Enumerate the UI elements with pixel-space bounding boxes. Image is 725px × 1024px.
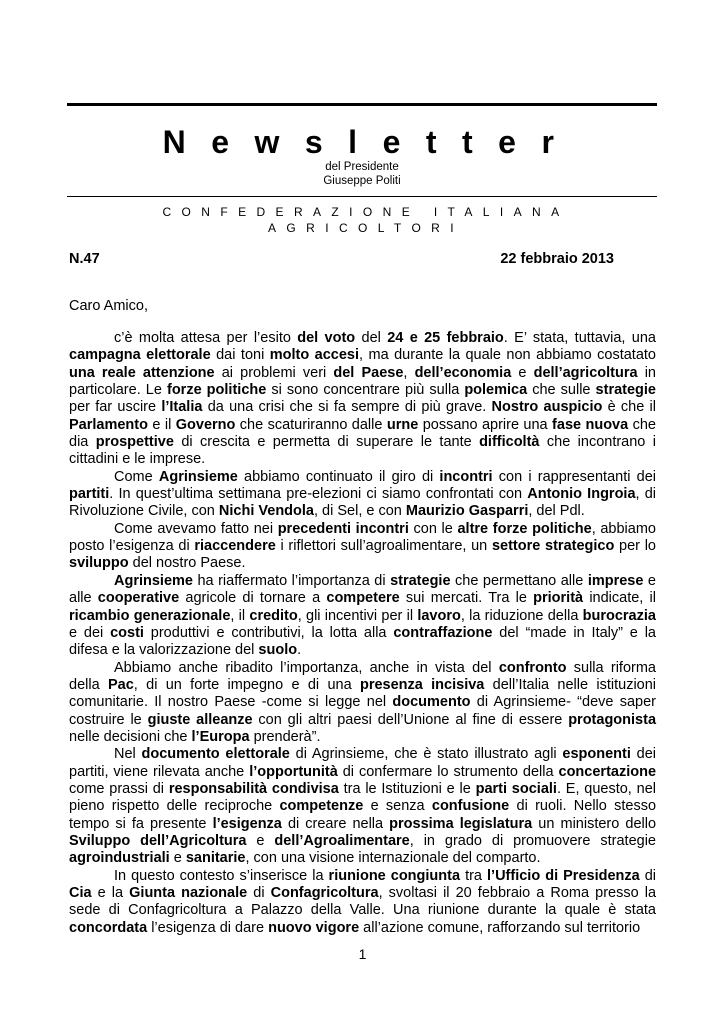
- bold-text: confusione: [431, 798, 510, 815]
- bold-text: concordata: [69, 919, 148, 936]
- text-run: che sulle: [527, 382, 596, 399]
- text-run: per lo: [614, 538, 656, 555]
- bold-text: dell’economia: [414, 364, 512, 381]
- bold-text: burocrazia: [582, 607, 656, 624]
- bold-text: sviluppo: [69, 555, 129, 572]
- bold-text: l’Ufficio di Presidenza: [487, 867, 640, 884]
- text-run: che permettano alle: [450, 572, 588, 589]
- text-run: , in grado di promuovere strategie: [409, 832, 656, 849]
- bold-text: una reale attenzione: [69, 364, 215, 381]
- text-run: dell’Italia nelle istituzioni comunitarie. Il nostro Paese -come si legge nel: [69, 676, 657, 711]
- bold-text: difficoltà: [479, 434, 540, 451]
- bold-text: precedenti incontri: [277, 520, 409, 537]
- text-run: e: [246, 832, 275, 849]
- text-run: sulla riforma della: [69, 659, 656, 693]
- bold-text: cooperative: [97, 590, 180, 607]
- bold-text: del voto: [297, 330, 356, 346]
- text-run: del nostro Paese.: [128, 555, 246, 572]
- text-run: , svoltasi il 20 febbraio a Roma presso la sede di Confagricoltura a Palazzo della Valle. Una riunione durante la quale è stata: [69, 885, 657, 919]
- text-run: ha riaffermato l’importanza di: [192, 572, 391, 589]
- text-run: che incontrano i cittadini e le imprese.: [69, 434, 656, 468]
- text-run: in particolare. Le: [69, 364, 656, 399]
- text-run: con gli altri paesi dell’Unione al fine di essere: [252, 711, 569, 728]
- bold-text: strategie: [390, 572, 451, 589]
- bold-text: forze politiche: [166, 382, 267, 399]
- text-run: possano aprire una: [418, 416, 553, 433]
- text-run: , di Rivoluzione Civile, con: [69, 486, 657, 520]
- text-run: abbiamo continuato il giro di: [237, 468, 440, 485]
- text-run: di creare nella: [281, 815, 390, 832]
- bold-text: sanitarie: [185, 850, 246, 867]
- text-run: , del Pdl.: [528, 503, 585, 520]
- bold-text: esponenti: [562, 746, 631, 763]
- bold-text: l’Europa: [191, 728, 250, 745]
- bold-text: parti sociali: [475, 780, 557, 797]
- text-run: sui mercati. Tra le: [399, 590, 534, 607]
- text-run: un ministero dello: [532, 815, 657, 832]
- text-run: , gli incentivi per il: [297, 607, 418, 624]
- text-run: dei partiti, viene rilevata anche: [69, 746, 656, 780]
- text-run: si sono concentrare più sulla: [266, 382, 465, 399]
- text-run: ,: [403, 364, 415, 381]
- text-run: Abbiamo anche ribadito l’importanza, anche in vista del: [114, 659, 499, 676]
- bold-text: Nichi Vendola: [218, 503, 314, 520]
- text-run: di Agrinsieme- “deve saper costruire le: [69, 694, 656, 728]
- bold-text: molto accesi: [269, 347, 360, 364]
- text-run: In questo contesto s’inserisce la: [114, 867, 329, 884]
- bold-text: riunione congiunta: [328, 867, 461, 884]
- text-run: del “made in Italy” e la difesa e la valorizzazione del: [69, 624, 656, 659]
- newsletter-title: Newsletter: [162, 124, 580, 160]
- bold-text: altre forze politiche: [457, 520, 592, 537]
- bold-text: Antonio Ingroia: [527, 486, 636, 503]
- bold-text: lavoro: [417, 607, 461, 624]
- body-paragraph: [69, 330, 656, 469]
- bold-text: urne: [386, 416, 419, 433]
- text-run: che dia: [69, 416, 656, 451]
- header-divider: [67, 196, 657, 197]
- text-run: e dei: [69, 624, 111, 641]
- body-paragraph: [69, 521, 656, 573]
- text-run: da una crisi che si fa sempre di più grave.: [202, 399, 492, 416]
- text-run: e: [169, 850, 186, 867]
- bold-text: ricambio generazionale: [69, 607, 231, 624]
- text-run: tra: [460, 867, 488, 884]
- bold-text: campagna elettorale: [69, 347, 211, 364]
- body-paragraph: [69, 573, 656, 660]
- text-run: di crescita e permetta di superare le tante: [173, 434, 480, 451]
- bold-text: 24 e 25 febbraio: [387, 330, 504, 346]
- text-run: Nel: [114, 746, 142, 763]
- text-run: di Agrinsieme, che è stato illustrato agli: [289, 746, 563, 763]
- issue-date: 22 febbraio 2013: [500, 251, 614, 267]
- bold-text: documento elettorale: [141, 746, 290, 763]
- body-paragraph: [69, 469, 656, 521]
- bold-text: prossima legislatura: [389, 815, 533, 832]
- bold-text: Agrinsieme: [158, 468, 238, 485]
- letter-body: [69, 330, 656, 937]
- text-run: i riflettori sull’agroalimentare, un: [275, 538, 492, 555]
- bold-text: presenza incisiva: [359, 676, 485, 693]
- text-run: , il: [230, 607, 250, 624]
- text-run: , con una visione internazionale del comparto.: [245, 850, 541, 867]
- text-run: Come avevamo fatto nei: [114, 520, 278, 537]
- body-paragraph: [69, 868, 656, 937]
- text-run: c’è molta attesa per l’esito: [114, 330, 298, 346]
- body-paragraph: [69, 660, 656, 747]
- bold-text: dell’Agroalimentare: [274, 832, 410, 849]
- bold-text: partiti: [69, 486, 110, 503]
- text-run: .: [297, 642, 302, 659]
- bold-text: Nostro auspicio: [491, 399, 603, 416]
- bold-text: polemica: [464, 382, 528, 399]
- subtitle-president: del Presidente: [325, 161, 399, 173]
- text-run: con le: [408, 520, 458, 537]
- text-run: Come: [114, 468, 159, 485]
- text-run: e il: [147, 416, 176, 433]
- text-run: e: [511, 364, 534, 381]
- bold-text: dell’agricoltura: [533, 364, 638, 381]
- text-run: . E’ stata, tuttavia, una: [503, 330, 656, 346]
- text-run: di: [639, 867, 657, 884]
- bold-text: priorità: [533, 590, 584, 607]
- bold-text: suolo: [258, 642, 298, 659]
- bold-text: Maurizio Gasparri: [405, 503, 529, 520]
- bold-text: agroindustriali: [69, 850, 170, 867]
- text-run: e alle: [69, 572, 656, 607]
- bold-text: l’opportunità: [249, 763, 338, 780]
- text-run: dai toni: [210, 347, 270, 364]
- bold-text: protagonista: [568, 711, 657, 728]
- text-run: del: [355, 330, 388, 346]
- bold-text: strategie: [595, 382, 656, 399]
- text-run: di ruoli. Nello stesso tempo si fa presente: [69, 798, 657, 832]
- issue-number: N.47: [69, 251, 100, 267]
- text-run: , la riduzione della: [460, 607, 583, 624]
- bold-text: Parlamento: [69, 416, 148, 433]
- bold-text: Giunta nazionale: [129, 885, 248, 901]
- bold-text: credito: [249, 607, 298, 624]
- bold-text: riaccendere: [194, 538, 276, 555]
- body-paragraph: [69, 746, 656, 867]
- bold-text: l’esigenza: [212, 815, 282, 832]
- bold-text: competere: [326, 590, 400, 607]
- bold-text: giuste alleanze: [147, 711, 253, 728]
- bold-text: settore strategico: [491, 538, 615, 555]
- text-run: , di un forte impegno e di una: [133, 676, 360, 693]
- text-run: tra le Istituzioni e le: [338, 780, 476, 797]
- bold-text: Pac: [107, 676, 134, 693]
- text-run: come prassi di: [69, 780, 169, 797]
- bold-text: fase nuova: [552, 416, 629, 433]
- bold-text: incontri: [439, 468, 493, 485]
- text-run: , abbiamo posto l’esigenza di: [69, 520, 656, 555]
- text-run: di: [247, 885, 271, 901]
- bold-text: costi: [110, 624, 144, 641]
- text-run: e senza: [363, 798, 432, 815]
- bold-text: contraffazione: [393, 624, 493, 641]
- text-run: e la: [91, 885, 130, 901]
- text-run: ai problemi veri: [214, 364, 334, 381]
- bold-text: nuovo vigore: [268, 919, 360, 936]
- bold-text: competenze: [279, 798, 364, 815]
- bold-text: Confagricoltura: [270, 885, 379, 901]
- text-run: agricole di tornare a: [179, 590, 327, 607]
- text-run: prenderà”.: [249, 728, 321, 745]
- bold-text: imprese: [587, 572, 644, 589]
- text-run: . In quest’ultima settimana pre-elezioni ci siamo confrontati con: [109, 486, 528, 503]
- text-run: con i rappresentanti dei: [492, 468, 656, 485]
- top-rule: [67, 103, 657, 106]
- text-run: l’esigenza di dare: [147, 919, 269, 936]
- subtitle-name: Giuseppe Politi: [323, 175, 401, 187]
- text-run: , ma durante la quale non abbiamo costatato: [359, 347, 656, 364]
- text-run: . E, questo, nel pieno rispetto delle reciproche: [69, 780, 656, 815]
- bold-text: l’Italia: [161, 399, 203, 416]
- text-run: , di Sel, e con: [314, 503, 406, 520]
- bold-text: Agrinsieme: [114, 572, 193, 589]
- text-run: di confermare lo strumento della: [337, 763, 559, 780]
- bold-text: Sviluppo dell’Agricoltura: [69, 832, 247, 849]
- bold-text: prospettive: [95, 434, 174, 451]
- bold-text: responsabilità condivisa: [168, 780, 339, 797]
- bold-text: Cia: [69, 885, 92, 901]
- bold-text: documento: [392, 694, 471, 711]
- text-run: all’azione comune, rafforzando sul territorio: [359, 919, 641, 936]
- text-run: indicate, il: [583, 590, 656, 607]
- text-run: nelle decisioni che: [69, 728, 192, 745]
- organization-name: CONFEDERAZIONE ITALIANA AGRICOLTORI: [162, 205, 570, 235]
- bold-text: confronto: [498, 659, 567, 676]
- page-number: 1: [358, 946, 367, 962]
- text-run: che scaturiranno dalle: [235, 416, 387, 433]
- bold-text: concertazione: [558, 763, 657, 780]
- text-run: è che il: [602, 399, 656, 416]
- text-run: per far uscire: [69, 399, 162, 416]
- bold-text: Governo: [175, 416, 236, 433]
- text-run: produttivi e contributivi, la lotta alla: [143, 624, 394, 641]
- bold-text: del Paese: [333, 364, 404, 381]
- greeting: Caro Amico,: [69, 298, 148, 314]
